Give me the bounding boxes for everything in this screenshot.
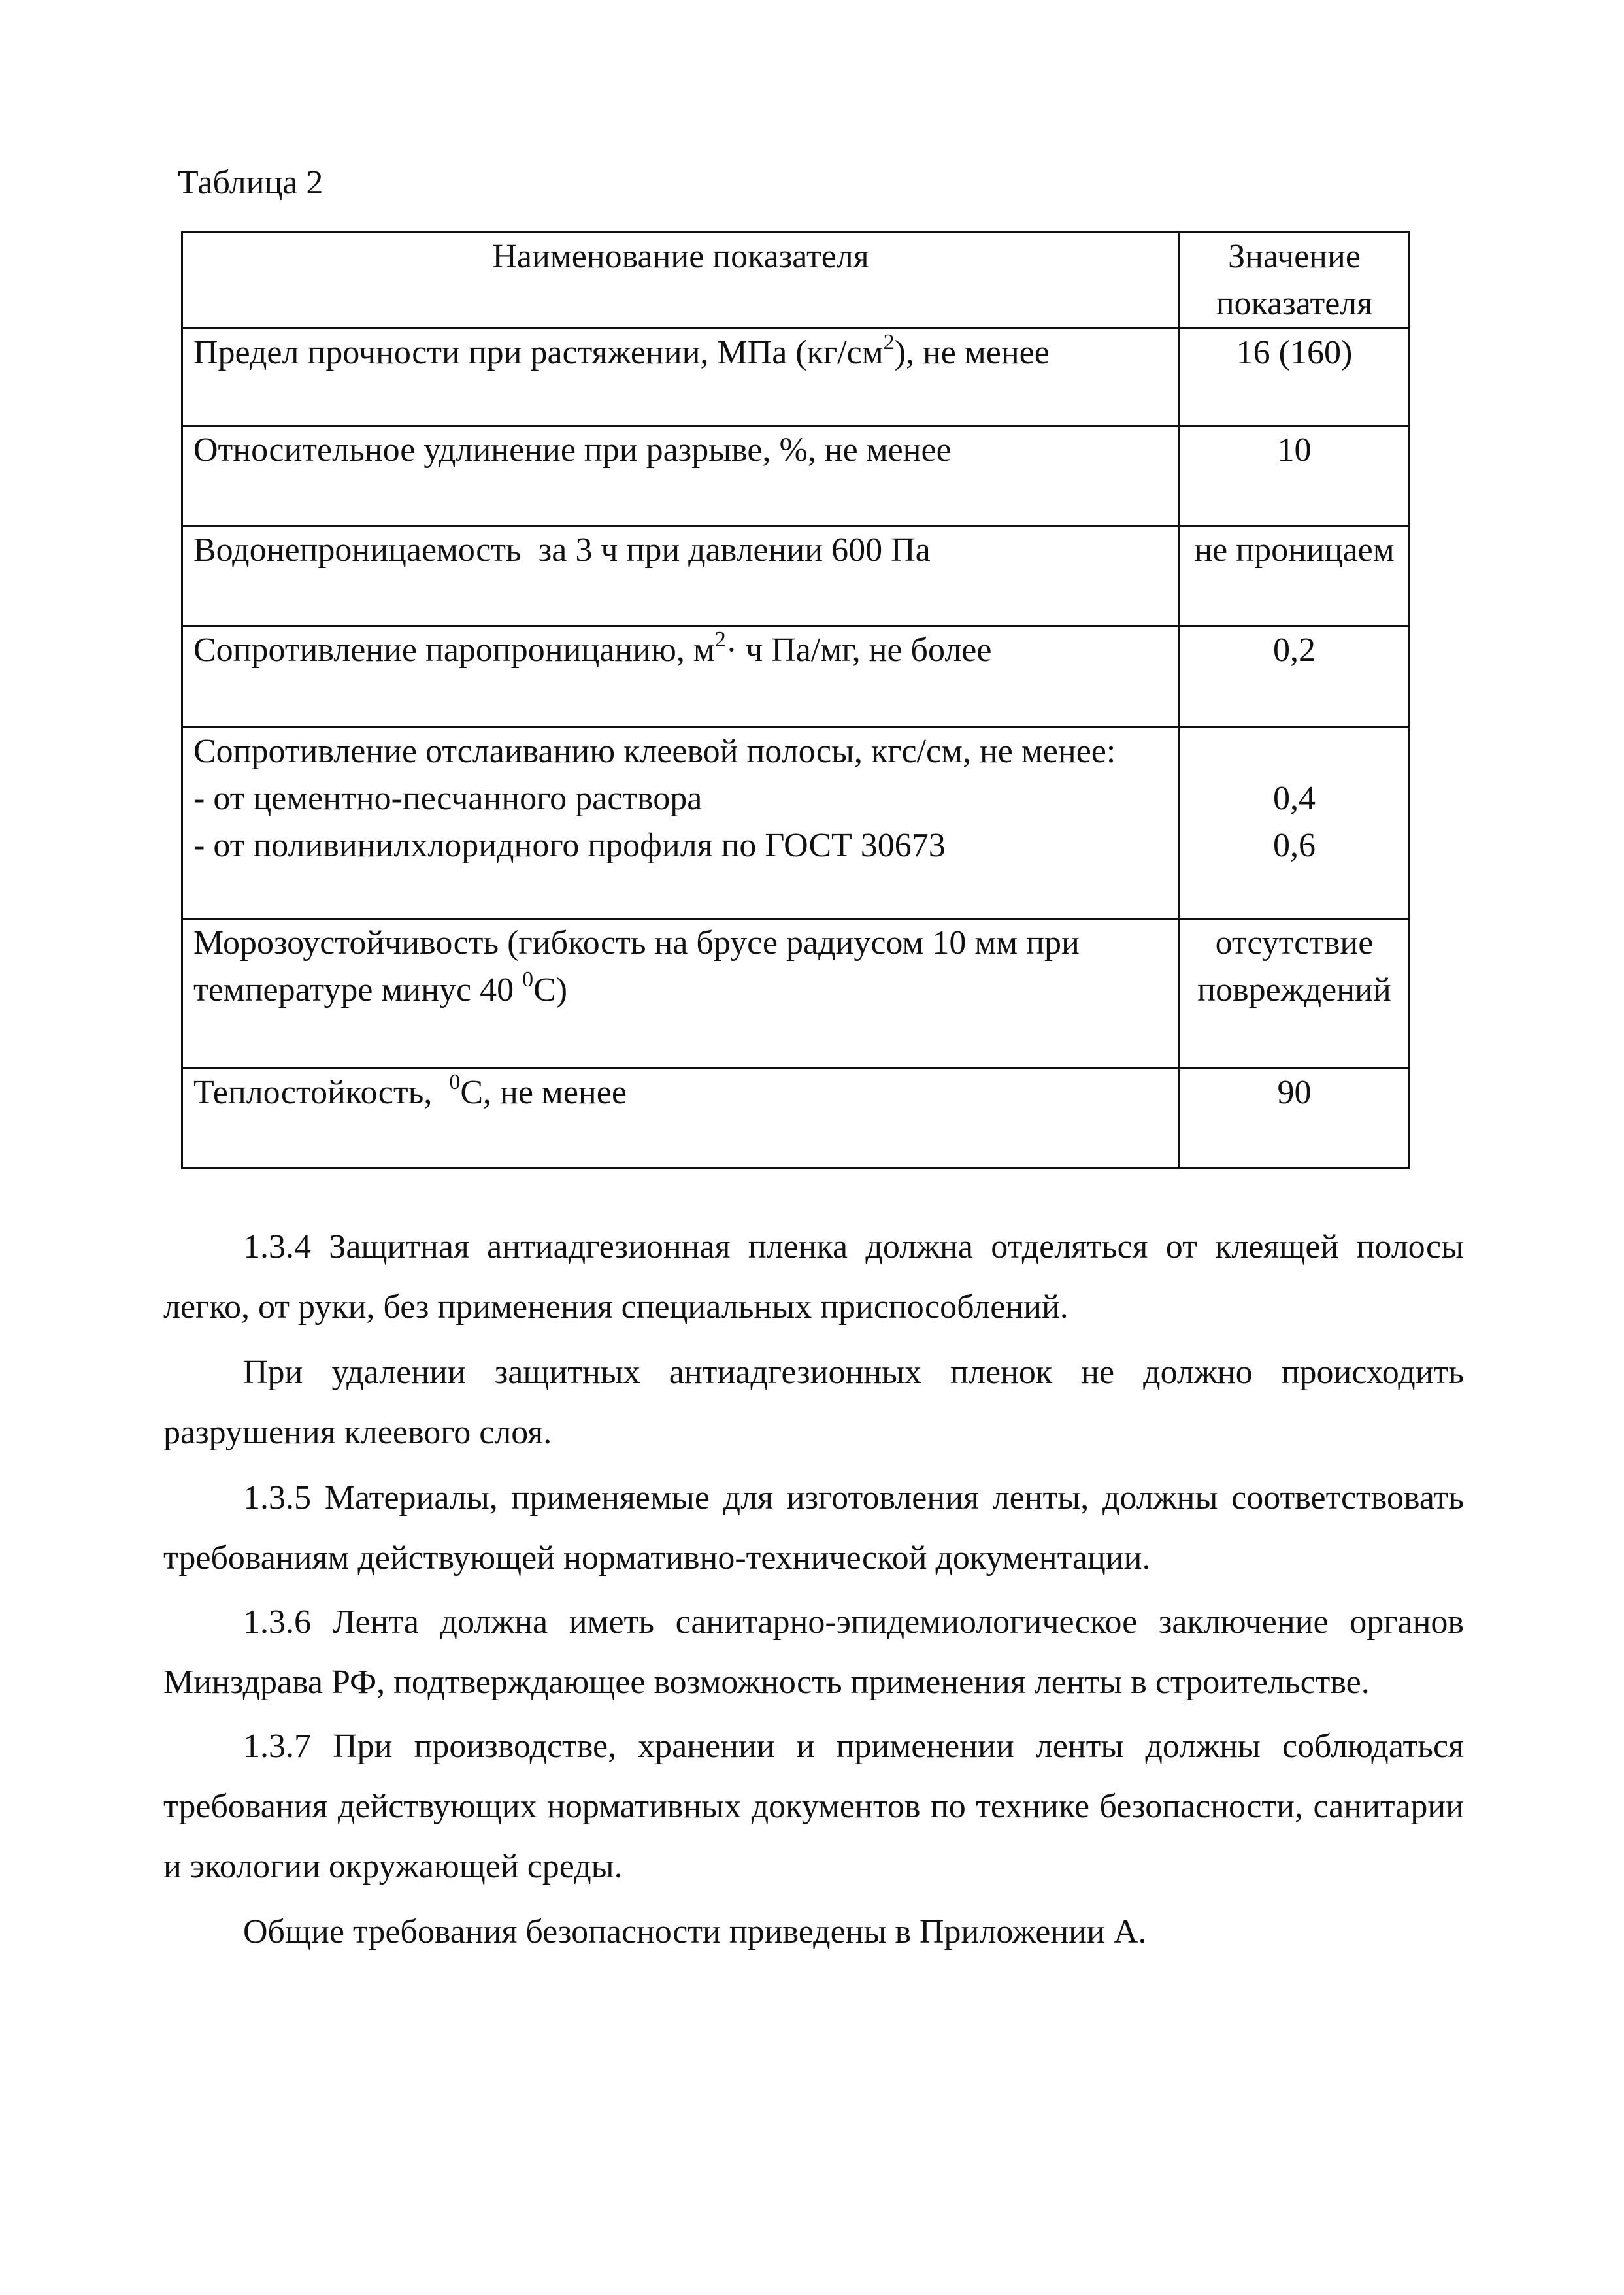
superscript: 0: [449, 1069, 461, 1094]
indicator-text: Теплостойкость,: [193, 1074, 450, 1111]
value-line: 0,6: [1273, 827, 1316, 864]
indicator-name: Водонепроницаемость за 3 ч при давлении 600 Па: [182, 526, 1180, 626]
paragraph-1-3-7: 1.3.7 При производстве, хранении и применении ленты должны соблюдаться требования действующих нормативных документов по технике безопасности, санитарии и экологии окружающей среды.: [163, 1728, 1464, 1885]
indicator-name: [182, 728, 1180, 919]
indicator-text: С): [533, 971, 568, 1009]
table-row: [182, 728, 1410, 919]
table-row: [182, 329, 1410, 426]
indicator-text: С, не менее: [460, 1074, 627, 1111]
superscript: 2: [883, 329, 895, 354]
table-row: [182, 1069, 1410, 1169]
value-line: 0,4: [1273, 780, 1316, 817]
table-row: [182, 426, 1410, 526]
superscript: 2: [714, 627, 726, 652]
body-text: [163, 1217, 1464, 1962]
indicator-text: ), не менее: [894, 334, 1050, 371]
indicator-line: - от цементно-песчанного раствора: [193, 780, 703, 817]
indicator-value: 10: [1180, 426, 1410, 526]
table-caption: Таблица 2: [178, 164, 323, 201]
indicator-name: [182, 919, 1180, 1069]
table-row: [182, 526, 1410, 626]
value-line: отсутствие: [1215, 924, 1374, 962]
indicator-text: температуре минус 40: [193, 971, 523, 1009]
indicator-text: · ч Па/мг, не более: [725, 631, 992, 669]
table-row: [182, 626, 1410, 728]
indicator-name: [182, 626, 1180, 728]
paragraph-safety-reference: Общие требования безопасности приведены в Приложении А.: [243, 1913, 1147, 1951]
indicator-line: Сопротивление отслаиванию клеевой полосы, кгс/см, не менее:: [193, 733, 1116, 770]
indicator-line: - от поливинилхлоридного профиля по ГОСТ 30673: [193, 827, 946, 864]
indicator-value: 16 (160): [1180, 329, 1410, 426]
indicator-value: [1180, 919, 1410, 1069]
indicator-line: [193, 967, 1168, 1014]
indicator-text: Сопротивление паропроницанию, м: [193, 631, 715, 669]
table-row: [182, 919, 1410, 1069]
indicator-line: Морозоустойчивость (гибкость на брусе радиусом 10 мм при: [193, 924, 1080, 962]
indicator-name: [182, 329, 1180, 426]
paragraph-film-removal: При удалении защитных антиадгезионных пленок не должно происходить разрушения клеевого слоя.: [163, 1354, 1464, 1451]
properties-table: [181, 231, 1410, 1169]
indicator-value: 0,2: [1180, 626, 1410, 728]
indicator-name: [182, 1069, 1180, 1169]
table-header-row: [182, 233, 1410, 329]
indicator-value: не проницаем: [1180, 526, 1410, 626]
superscript: 0: [522, 967, 534, 992]
header-value-line-1: Значение: [1228, 238, 1361, 275]
paragraph-1-3-6: 1.3.6 Лента должна иметь санитарно-эпидемиологическое заключение органов Минздрава РФ, подтверждающее возможность применения ленты в строительстве.: [163, 1603, 1464, 1701]
header-indicator-name: Наименование показателя: [182, 233, 1180, 329]
value-spacer: [1191, 728, 1398, 775]
indicator-value: [1180, 728, 1410, 919]
paragraph-1-3-4: 1.3.4 Защитная антиадгезионная пленка должна отделяться от клеящей полосы легко, от руки, без применения специальных приспособлений.: [163, 1228, 1464, 1326]
indicator-value: 90: [1180, 1069, 1410, 1169]
header-value-line-2: показателя: [1216, 285, 1373, 322]
value-line: повреждений: [1197, 971, 1391, 1009]
paragraph-1-3-5: 1.3.5 Материалы, применяемые для изготовления ленты, должны соответствовать требованиям действующей нормативно-технической документации.: [163, 1479, 1464, 1577]
indicator-text: Предел прочности при растяжении, МПа (кг/см: [193, 334, 884, 371]
indicator-name: Относительное удлинение при разрыве, %, не менее: [182, 426, 1180, 526]
header-indicator-value: [1180, 233, 1410, 329]
